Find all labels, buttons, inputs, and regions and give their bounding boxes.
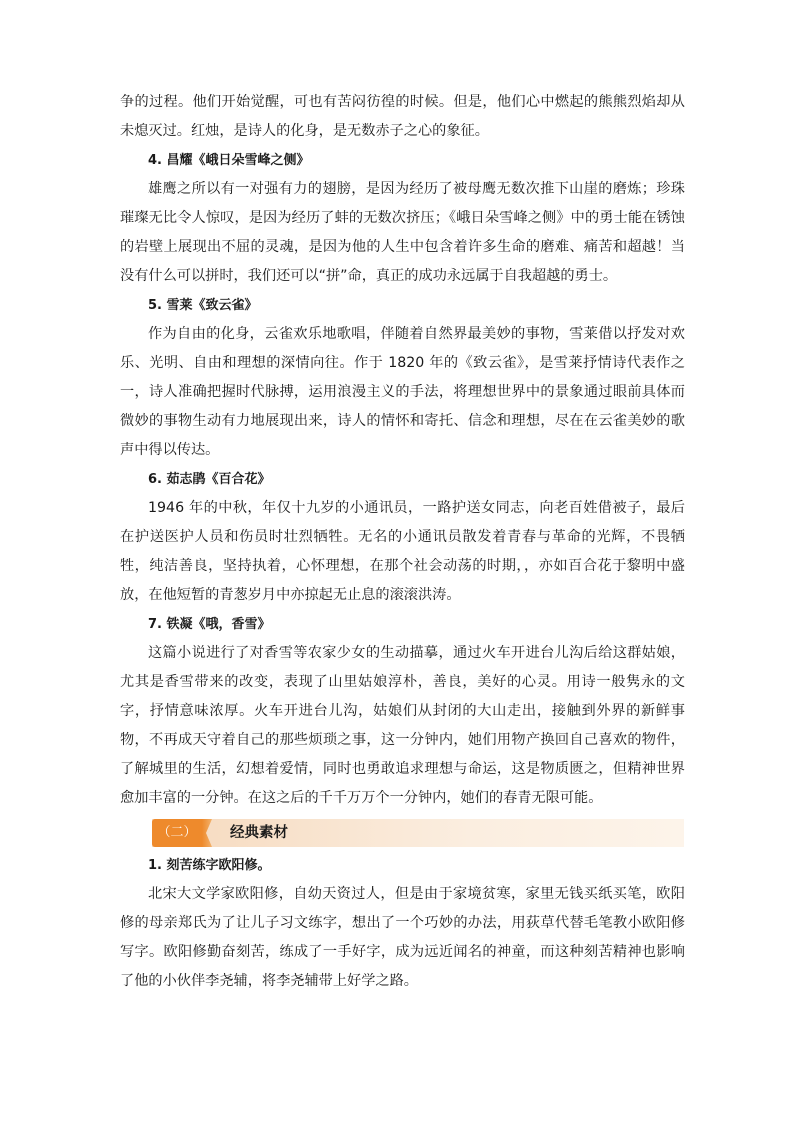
section-title: 经典素材 [230, 825, 288, 841]
item-heading-4: 4. 昌耀《峨日朵雪峰之侧》 [148, 153, 310, 168]
item-body-6: 1946 年的中秋，年仅十九岁的小通讯员，一路护送女同志，向老百姓借被子，最后在护送医护人员和伤员时壮烈牺牲。无名的小通讯员散发着青春与革命的光辉，不畏牺牲，纯洁善良，坚持执着，心怀理想，在那个社会动荡的时期，，亦如百合花于黎明中盛放，在他短暂的青葱岁月中亦掠起无止息的滚滚洪涛。 [120, 500, 685, 603]
item-body-5: 作为自由的化身，云雀欢乐地歌唱，伴随着自然界最美妙的事物，雪莱借以抒发对欢乐、光明、自由和理想的深情向往。作于 1820 年的《致云雀》，是雪莱抒情诗代表作之一，诗人准确把握时代脉搏，运用浪漫主义的手法，将理想世界中的景象通过眼前具体而微妙的事物生动有力地展现出来，诗人的情怀和寄托、信念和理想，尽在在云雀美妙的歌声中得以传达。 [120, 326, 685, 458]
classic-heading-1: 1. 刻苦练字欧阳修。 [148, 858, 271, 873]
item-heading-7: 7. 铁凝《哦，香雪》 [148, 617, 271, 632]
intro-paragraph: 争的过程。他们开始觉醒，可也有苦闷彷徨的时候。但是，他们心中燃起的熊熊烈焰却从未熄灭过。红烛，是诗人的化身，是无数赤子之心的象征。 [120, 94, 685, 139]
badge-arrow-decoration [202, 819, 212, 847]
item-body-7: 这篇小说进行了对香雪等农家少女的生动描摹，通过火车开进台儿沟后给这群姑娘，尤其是香雪带来的改变，表现了山里姑娘淳朴，善良，美好的心灵。用诗一般隽永的文字，抒情意味浓厚。火车开进台儿沟，姑娘们从封闭的大山走出，接触到外界的新鲜事物，不再成天守着自己的那些烦琐之事，这一分钟内，她们用物产换回自己喜欢的物件，了解城里的生活，幻想着爱情，同时也勇敢追求理想与命运，这是物质匮之，但精神世界愈加丰富的一分钟。在这之后的千千万万个一分钟内，她们的春青无限可能。 [120, 645, 685, 806]
document-page [120, 88, 685, 996]
item-heading-6: 6. 茹志鹃《百合花》 [148, 472, 271, 487]
section-number-badge: （二） [152, 819, 202, 847]
section-header-bar [152, 819, 684, 847]
classic-body-1: 北宋大文学家欧阳修，自幼天资过人，但是由于家境贫寒，家里无钱买纸买笔，欧阳修的母亲郑氏为了让儿子习文练字，想出了一个巧妙的办法，用荻草代替毛笔教小欧阳修写字。欧阳修勤奋刻苦，练成了一手好字，成为远近闻名的神童，而这种刻苦精神也影响了他的小伙伴李尧辅，将李尧辅带上好学之路。 [120, 886, 685, 989]
item-body-4: 雄鹰之所以有一对强有力的翅膀，是因为经历了被母鹰无数次推下山崖的磨炼；珍珠璀璨无比令人惊叹，是因为经历了蚌的无数次挤压；《峨日朵雪峰之侧》中的勇士能在锈蚀的岩壁上展现出不屈的灵魂，是因为他的人生中包含着许多生命的磨难、痛苦和超越！当没有什么可以拼时，我们还可以“拼”命，真正的成功永远属于自我超越的勇士。 [120, 181, 685, 284]
item-heading-5: 5. 雪莱《致云雀》 [148, 298, 258, 313]
